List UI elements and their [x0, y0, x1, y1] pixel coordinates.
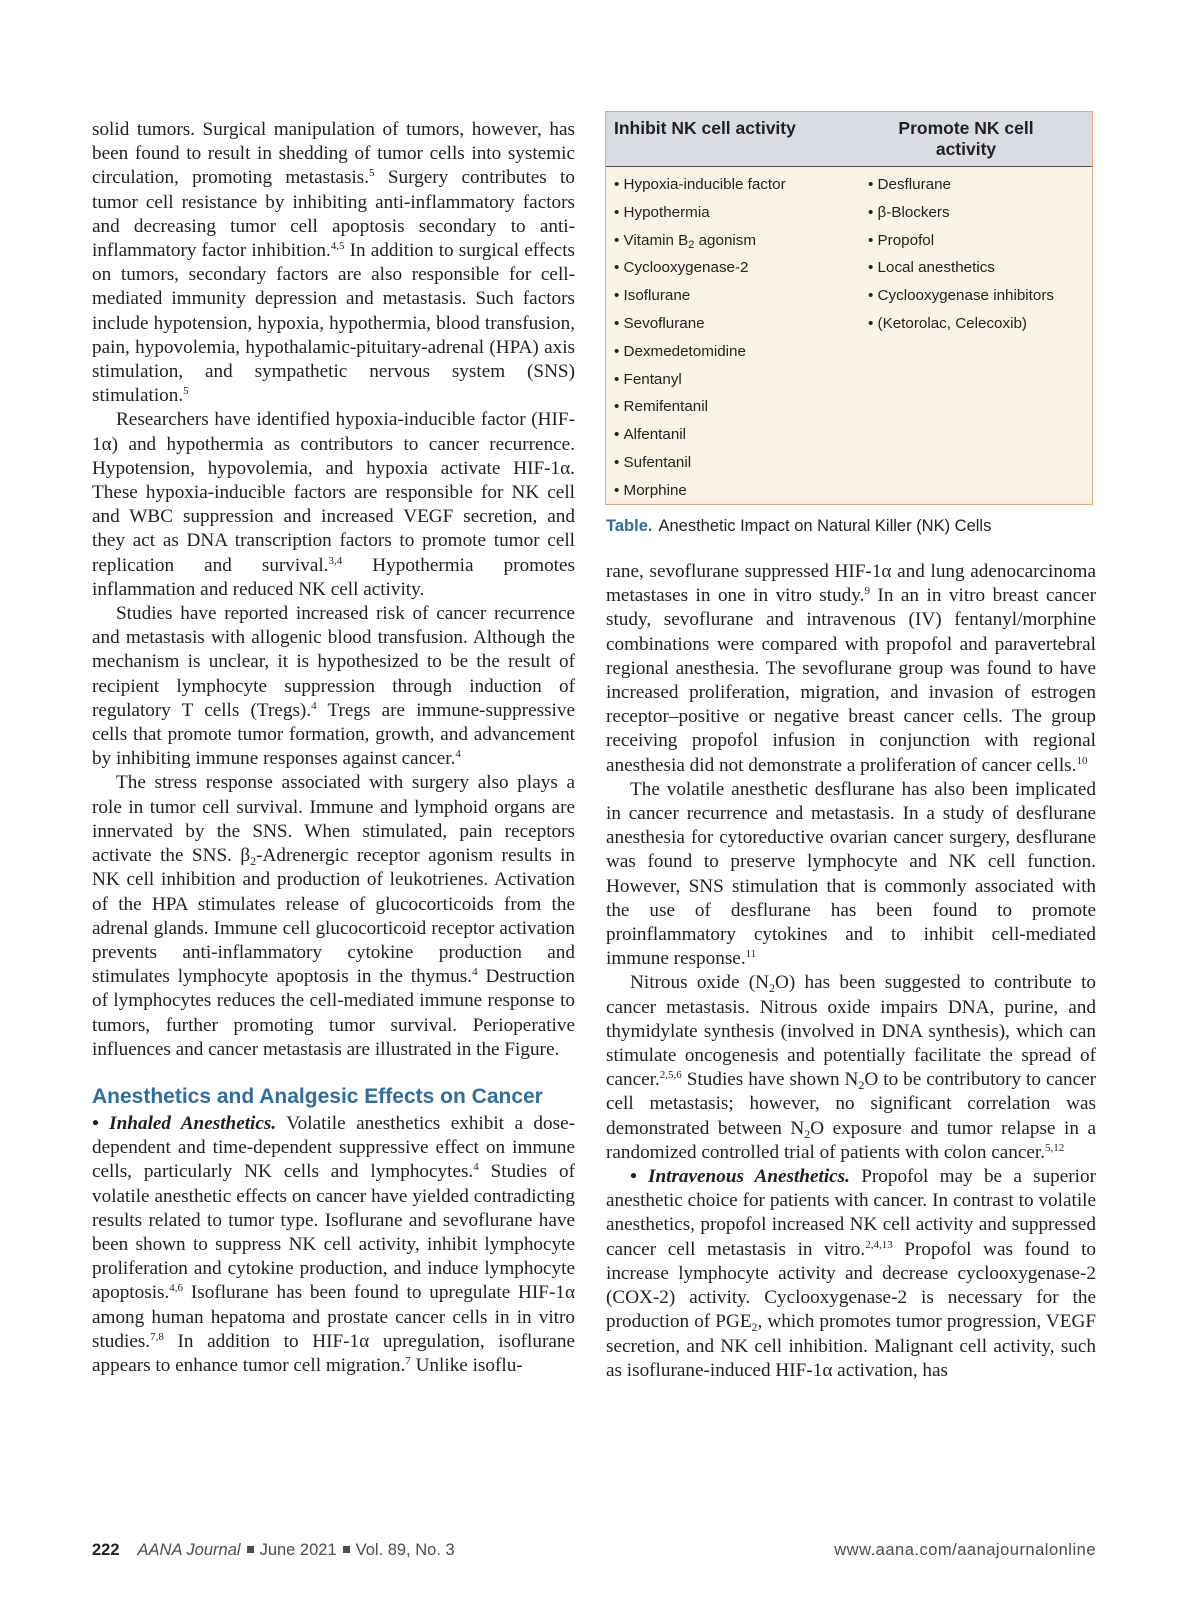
list-item: • Alfentanil: [614, 425, 786, 453]
list-item: • Vitamin $B_2$ agonism: [614, 231, 786, 259]
paragraph: The stress response associated with surgery also plays a role in tumor cell survival. Immune and lymphoid organs are innervated by the SNS. When stimulated, pain receptors activate the SNS. $\beta_2$-Adrenergic receptor agonism results in NK cell inhibition and production of leukotrienes. Activation of the HPA stimulates release of glucocorticoids from the adrenal glands. Immune cell glucocorticoid receptor activation prevents anti-inflammatory cytokine production and stimulates lymphocyte apoptosis in the thymus.$^4$ Destruction of lymphocytes reduces the cell-mediated immune response to tumors, further promoting tumor survival. Perioperative influences and cancer metastasis are illustrated in the Figure.: [92, 772, 575, 1060]
list-item: • Fentanyl: [614, 370, 786, 398]
list-item: • Cyclooxygenase-2: [614, 258, 786, 286]
list-item: • Sufentanil: [614, 453, 786, 481]
square-separator-icon: [247, 1546, 254, 1553]
journal-name: AANA Journal: [137, 1541, 241, 1559]
list-item: • Hypoxia-inducible factor: [614, 175, 786, 203]
issue-date: June 2021: [259, 1541, 337, 1559]
page-footer: [92, 1541, 1096, 1565]
paragraph: rane, sevoflurane suppressed HIF-1α and lung adenocarcinoma metastases in one in vitro study.$^9$ In an in vitro breast cancer study, sevoflurane and intravenous (IV) fentanyl/morphine combinations were compared with propofol and paravertebral regional anesthesia. The sevoflurane group was found to have increased proliferation, migration, and invasion of estrogen receptor–positive or negative breast cancer cells. The group receiving propofol infusion in conjunction with regional anesthesia did not demonstrate a proliferation of cancer cells.$^{10}$: [606, 561, 1096, 776]
table-header-promote: Promote NK cell activity: [898, 118, 1034, 159]
section-heading: Anesthetics and Analgesic Effects on Cancer: [92, 1084, 543, 1108]
journal-url[interactable]: www.aana.com/aanajournalonline: [834, 1541, 1096, 1559]
list-item: • Propofol: [868, 231, 1054, 259]
paragraph: Studies have reported increased risk of cancer recurrence and metastasis with allogenic blood transfusion. Although the mechanism is unclear, it is hypothesized to be the result of recipient lymphocyte suppression through induction of regulatory T cells (Tregs).$^4$ Tregs are immune-suppressive cells that promote tumor formation, growth, and advancement by inhibiting immune responses against cancer.$^4$: [92, 603, 575, 770]
list-item: • Remifentanil: [614, 397, 786, 425]
list-item: • Dexmedetomidine: [614, 342, 786, 370]
caption-text: Anesthetic Impact on Natural Killer (NK) Cells: [658, 517, 992, 535]
paragraph: • Inhaled Anesthetics. Volatile anesthetics exhibit a dose-dependent and time-dependent suppressive effect on immune cells, particularly NK cells and lymphocytes.$^4$ Studies of volatile anesthetic effects on cancer have yielded contradicting results related to tumor type. Isoflurane and sevoflurane have been shown to suppress NK cell activity, inhibit lymphocyte proliferation and cytokine production, and induce lymphocyte apoptosis.$^{4,6}$ Isoflurane has been found to upregulate HIF-1α among human hepatoma and prostate cancer cells in in vitro studies.$^{7,8}$ In addition to HIF-1α upregulation, isoflurane appears to enhance tumor cell migration.$^7$ Unlike isoflu-: [92, 1112, 575, 1376]
nk-cell-table: [605, 111, 1093, 505]
table-header-inhibit: Inhibit NK cell activity: [614, 118, 796, 138]
paragraph: The volatile anesthetic desflurane has also been implicated in cancer recurrence and metastasis. In a study of desflurane anesthesia for cytoreductive ovarian cancer surgery, desflurane was found to preserve lymphocyte and NK cell function. However, SNS stimulation that is commonly associated with the use of desflurane has been found to promote proinflammatory cytokines and to inhibit cell-mediated immune response.$^{11}$: [606, 778, 1096, 970]
table-header: [606, 112, 1092, 167]
table-caption: [606, 517, 1096, 536]
caption-label: Table.: [606, 517, 653, 535]
paragraph: Researchers have identified hypoxia-inducible factor (HIF-1α) and hypothermia as contributors to cancer recurrence. Hypotension, hypovolemia, and hypoxia activate HIF-1α. These hypoxia-inducible factors are responsible for NK cell and WBC suppression and increased VEGF secretion, and they act as DNA transcription factors to promote tumor cell replication and survival.$^{3,4}$ Hypothermia promotes inflammation and reduced NK cell activity.: [92, 409, 575, 600]
inhibit-list: [614, 175, 786, 509]
list-item: • β-Blockers: [868, 203, 1054, 231]
left-column: [92, 118, 575, 1378]
paragraph-lead: • Intravenous Anesthetics.: [630, 1166, 850, 1188]
issue-volume: Vol. 89, No. 3: [355, 1541, 455, 1559]
list-item: • Sevoflurane: [614, 314, 786, 342]
list-item: • Hypothermia: [614, 203, 786, 231]
list-item: • Desflurane: [868, 175, 1054, 203]
list-item: • Isoflurane: [614, 286, 786, 314]
promote-list: [868, 175, 1054, 342]
paragraph: Nitrous oxide $(N_2O)$ has been suggested to contribute to cancer metastasis. Nitrous oxide impairs DNA, purine, and thymidylate synthesis (involved in DNA synthesis), which can stimulate oncogenesis and potentially facilitate the spread of cancer.$^{2,5,6}$ Studies have shown $N_2O$ to be contributory to cancer cell metastasis; however, no significant correlation was demonstrated between $N_2O$ exposure and tumor relapse in a randomized controlled trial of patients with colon cancer.$^{5,12}$: [606, 972, 1097, 1163]
paragraph-lead: • Inhaled Anesthetics.: [92, 1112, 277, 1134]
paragraph: solid tumors. Surgical manipulation of tumors, however, has been found to result in shedding of tumor cells into systemic circulation, promoting metastasis.$^5$ Surgery contributes to tumor cell resistance by inhibiting anti-inflammatory factors and decreasing tumor cell apoptosis secondary to anti-inflammatory factor inhibition.$^{4,5}$ In addition to surgical effects on tumors, secondary factors are also responsible for cell-mediated immunity depression and metastasis. Such factors include hypotension, hypoxia, hypothermia, blood transfusion, pain, hypovolemia, hypothalamic-pituitary-adrenal (HPA) axis stimulation, and sympathetic nervous system (SNS) stimulation.$^5$: [92, 119, 576, 407]
square-separator-icon: [343, 1546, 350, 1553]
list-item: • Morphine: [614, 481, 786, 509]
list-item: • Cyclooxygenase inhibitors: [868, 286, 1054, 314]
right-column: [606, 560, 1096, 1383]
list-item: • (Ketorolac, Celecoxib): [868, 314, 1054, 342]
page-number: 222: [92, 1541, 120, 1559]
list-item: • Local anesthetics: [868, 258, 1054, 286]
paragraph: • Intravenous Anesthetics. Propofol may be a superior anesthetic choice for patients with cancer. In contrast to volatile anesthetics, propofol increased NK cell activity and suppressed cancer cell metastasis in vitro.$^{2,4,13}$ Propofol was found to increase lymphocyte activity and decrease cyclooxygenase-2 (COX-2) activity. Cyclooxygenase-2 is necessary for the production of $PGE_2$, which promotes tumor progression, VEGF secretion, and NK cell inhibition. Malignant cell activity, such as isoflurane-induced HIF-1α activation, has: [606, 1166, 1097, 1381]
